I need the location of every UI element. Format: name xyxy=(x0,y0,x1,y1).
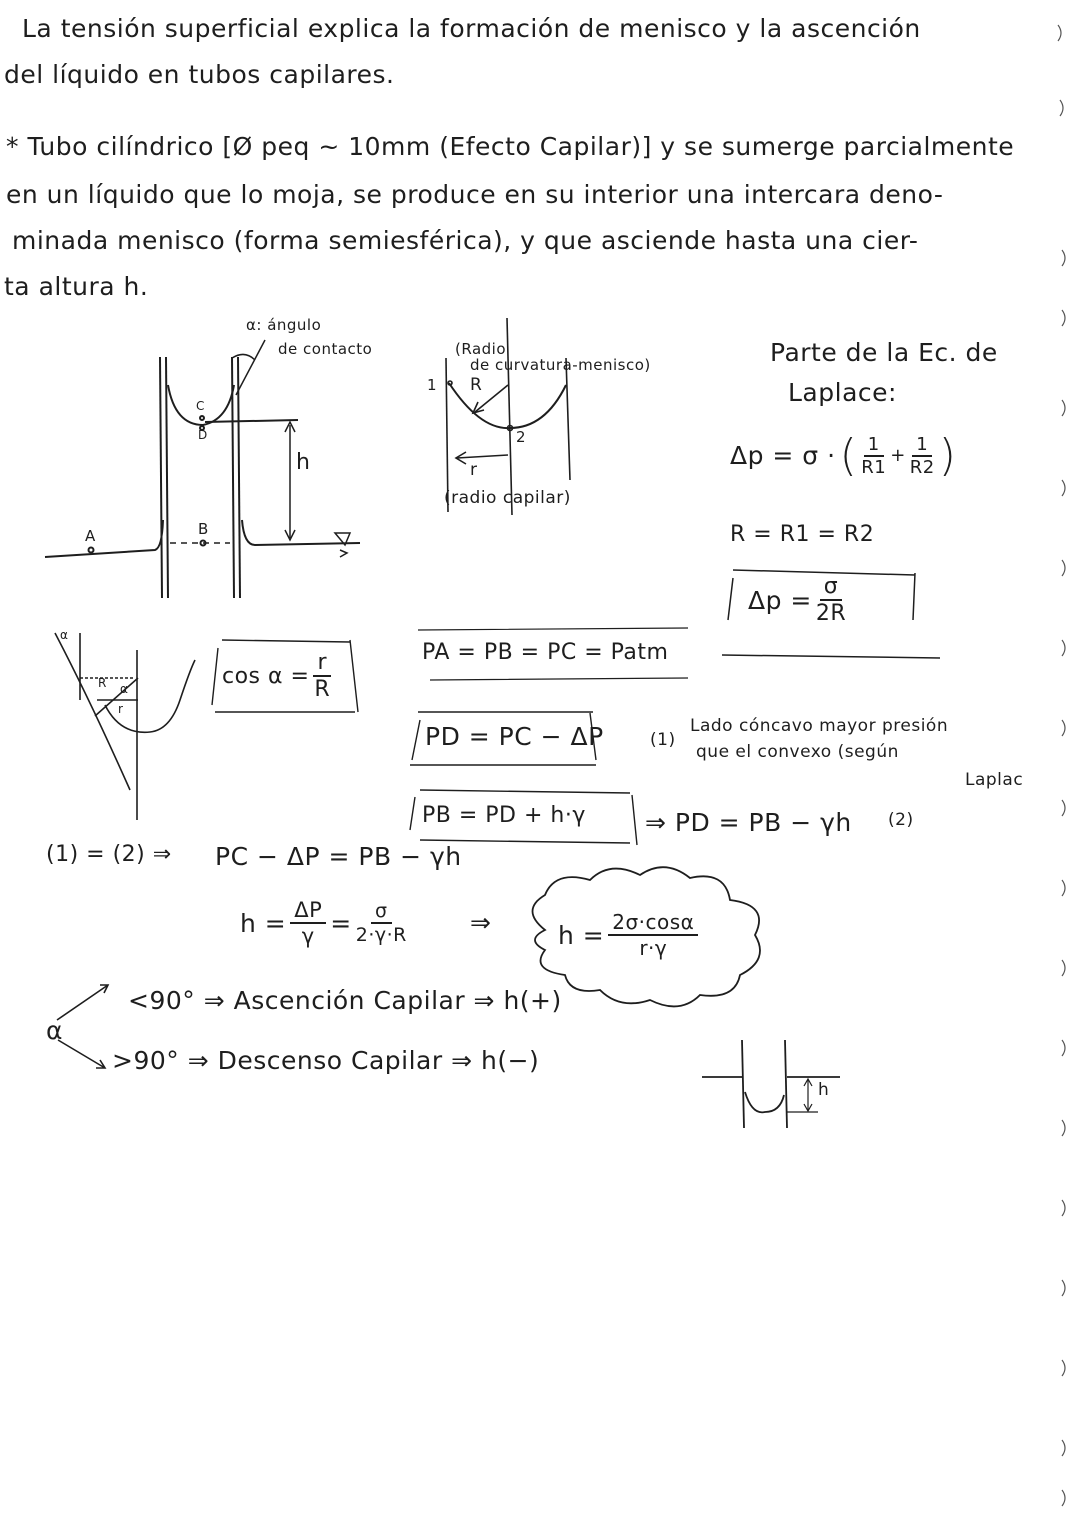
h-lhs: h = xyxy=(240,908,287,938)
intro-line-3: * Tubo cilíndrico [Ø peq ~ 10mm (Efecto Capilar)] y se sumerge parcialmente xyxy=(6,132,1015,161)
cos-lhs: cos α = xyxy=(222,663,310,689)
cos-num: r xyxy=(313,650,331,677)
laplace-num-2: 1 xyxy=(912,434,932,457)
capillary-radius-label: (radio capilar) xyxy=(444,488,571,508)
laplace-num-1: 1 xyxy=(864,434,884,457)
pb-equation: PB = PD + h·γ xyxy=(422,803,586,828)
laplace-den-1: R1 xyxy=(861,456,887,478)
margin-marks xyxy=(1058,25,1065,1506)
note-number: (1) xyxy=(650,730,676,750)
point-c-label: C xyxy=(196,399,205,413)
laplace-title-1: Parte de la Ec. de xyxy=(770,338,998,367)
intro-line-5: minada menisco (forma semiesférica), y que asciende hasta una cier- xyxy=(12,226,919,255)
height-label: h xyxy=(296,450,311,475)
pb-number: (2) xyxy=(888,810,914,830)
cos-den: R xyxy=(314,677,331,702)
note-line-3: Laplac xyxy=(965,770,1024,790)
h-equation xyxy=(240,898,411,948)
intro-line-2: del líquido en tubos capilares. xyxy=(4,60,395,89)
intro-line-4: en un líquido que lo moja, se produce en su interior una intercara deno- xyxy=(6,180,944,209)
laplace-title-2: Laplace: xyxy=(788,378,897,407)
angle-small-r-label: r xyxy=(118,702,124,716)
pb-result: ⇒ PD = PB − γh xyxy=(645,808,852,837)
angle-alpha-label-2: α xyxy=(120,682,129,696)
contact-angle-label: α: ángulo xyxy=(246,316,322,334)
contact-angle-diagram xyxy=(55,633,195,820)
laplace-eq-lhs: Δp = σ · xyxy=(730,441,836,470)
case-descent: >90° ⇒ Descenso Capilar ⇒ h(−) xyxy=(112,1046,540,1075)
angle-alpha-label: α xyxy=(60,628,69,642)
radius-label-1: (Radio xyxy=(455,340,507,358)
intro-line-1: La tensión superficial explica la formación de menisco y la ascención xyxy=(22,14,921,43)
laplace-result-num: σ xyxy=(820,574,842,601)
point-1-label: 1 xyxy=(427,376,438,394)
point-2-label: 2 xyxy=(516,428,527,446)
final-equation xyxy=(558,910,702,960)
laplace-result-den: 2R xyxy=(815,601,847,626)
cases-alpha: α xyxy=(46,1016,63,1045)
point-b-label: B xyxy=(198,520,209,538)
radius-label-2: de curvatura-menisco) xyxy=(470,356,651,374)
h-equals: = xyxy=(330,908,352,938)
final-num: 2σ·cosα xyxy=(608,910,698,936)
laplace-result xyxy=(748,574,850,626)
implies-arrow: ⇒ xyxy=(470,908,492,937)
h-den-2: 2·γ·R xyxy=(355,924,407,946)
h-num-1: ΔP xyxy=(290,898,326,924)
laplace-equation: Δp = σ · ( $\frac{1}{R1}$ + $\frac{1}{R2}$ ) xyxy=(730,430,957,481)
radius-equality: R = R1 = R2 xyxy=(730,522,875,547)
angle-big-r-label: R xyxy=(98,676,107,690)
pd-equation: PD = PC − ΔP xyxy=(425,722,604,751)
combine-rhs: PC − ΔP = PB − γh xyxy=(215,842,462,871)
small-r-label: r xyxy=(470,460,478,480)
note-line-2: que el convexo (según xyxy=(696,742,899,762)
point-d-label: D xyxy=(198,428,208,442)
pressures-equal: PA = PB = PC = Patm xyxy=(422,640,669,665)
case-ascent: <90° ⇒ Ascención Capilar ⇒ h(+) xyxy=(128,986,562,1015)
laplace-plus: + xyxy=(890,445,906,466)
note-line-1: Lado cóncavo mayor presión xyxy=(690,716,949,736)
h-num-2: σ xyxy=(371,900,392,924)
final-lhs: h = xyxy=(558,920,605,950)
descent-h-label: h xyxy=(818,1080,830,1100)
point-a-label: A xyxy=(85,527,96,545)
intro-line-6: ta altura h. xyxy=(4,272,149,301)
laplace-result-lhs: Δp = xyxy=(748,585,812,615)
big-r-label: R xyxy=(470,375,483,395)
contact-angle-label-2: de contacto xyxy=(278,340,373,358)
combine-lhs: (1) = (2) ⇒ xyxy=(46,842,172,867)
laplace-den-2: R2 xyxy=(909,456,935,478)
final-den: r·γ xyxy=(639,936,668,960)
cos-equation xyxy=(222,650,335,702)
capillary-tube-diagram xyxy=(45,340,360,598)
h-den-1: γ xyxy=(301,924,315,948)
